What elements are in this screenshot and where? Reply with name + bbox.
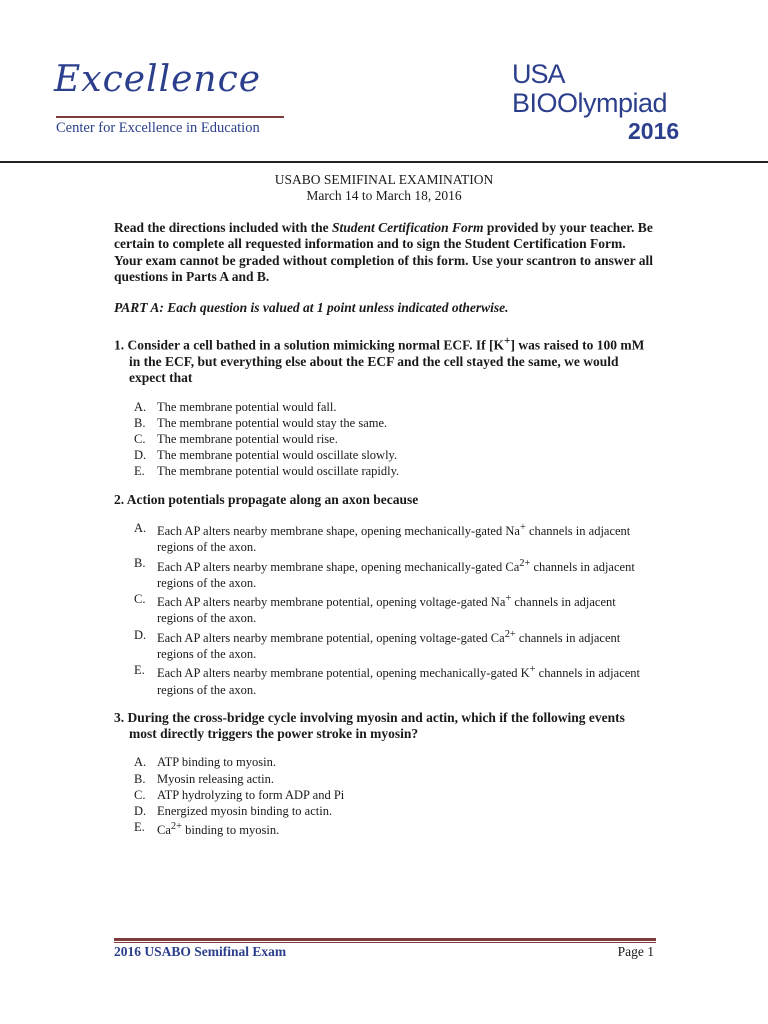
answer-option bbox=[114, 399, 654, 415]
usabo-logo-usa: USA bbox=[512, 59, 565, 89]
answer-option bbox=[114, 819, 654, 838]
answer-option-text: Energized myosin binding to actin. bbox=[157, 803, 333, 818]
answer-option-text: Each AP alters nearby membrane potential, opening voltage-gated $Ca^{2+}$ channels in adjacent regions of the axon. bbox=[157, 628, 621, 661]
answer-option-text: The membrane potential would fall. bbox=[157, 399, 337, 414]
answer-option-text: Each AP alters nearby membrane potential, opening mechanically-gated K+ channels in adjacent regions of the axon. bbox=[157, 664, 641, 697]
question-text: 2. Action potentials propagate along an axon because bbox=[114, 491, 419, 507]
answer-option-letter: A. bbox=[134, 755, 147, 770]
answer-option bbox=[114, 627, 654, 663]
excellence-logo bbox=[36, 58, 266, 136]
question-text: 3. During the cross-bridge cycle involving myosin and actin, which if the following events most directly triggers the power stroke in myosin? bbox=[114, 709, 625, 741]
answer-option bbox=[114, 415, 654, 431]
question bbox=[114, 492, 654, 698]
exam-instructions bbox=[114, 220, 654, 285]
answer-option-letter: C. bbox=[134, 592, 146, 607]
question bbox=[114, 333, 654, 479]
instructions-text-start: Read the directions included with the bbox=[114, 220, 333, 235]
answer-option bbox=[114, 555, 654, 591]
answer-option-letter: E. bbox=[134, 663, 145, 678]
answer-option bbox=[114, 463, 654, 479]
excellence-logo-underline bbox=[56, 116, 284, 118]
answer-option bbox=[114, 431, 654, 447]
answer-option-letter: B. bbox=[134, 556, 146, 571]
answer-option-text: The membrane potential would rise. bbox=[157, 431, 338, 446]
answer-option-letter: B. bbox=[134, 771, 146, 786]
instructions-text-end: provided by your teacher. Be certain to complete all requested information and to sign the Student Certification Form. Your exam cannot be graded without completion of this form. Use your scantron to answer all questions in Parts A and B. bbox=[114, 220, 653, 284]
answer-options bbox=[114, 754, 654, 838]
answer-option-letter: E. bbox=[134, 464, 145, 479]
answer-option bbox=[114, 520, 654, 556]
answer-option-letter: D. bbox=[134, 803, 147, 818]
answer-option-text: $Ca^{2+}$ binding to myosin. bbox=[157, 821, 280, 838]
answer-option-letter: D. bbox=[134, 448, 147, 463]
answer-option-letter: A. bbox=[134, 399, 147, 414]
answer-option-letter: E. bbox=[134, 820, 145, 835]
footer-page-number: Page 1 bbox=[617, 944, 654, 959]
footer-divider bbox=[114, 938, 656, 941]
answer-option bbox=[114, 754, 654, 770]
exam-date-line: March 14 to March 18, 2016 bbox=[306, 188, 462, 203]
answer-option-text: Myosin releasing actin. bbox=[157, 771, 274, 786]
answer-option-letter: D. bbox=[134, 627, 147, 642]
usabo-logo-year: 2016 bbox=[628, 118, 680, 144]
answer-option-text: ATP binding to myosin. bbox=[157, 755, 276, 770]
answer-option-text: The membrane potential would oscillate rapidly. bbox=[157, 464, 400, 479]
answer-option-text: ATP hydrolyzing to form ADP and Pi bbox=[157, 787, 345, 802]
answer-option bbox=[114, 447, 654, 463]
footer-exam-name: 2016 USABO Semifinal Exam bbox=[114, 944, 287, 959]
answer-option-letter: C. bbox=[134, 787, 146, 802]
excellence-logo-wordmark: Excellence bbox=[54, 59, 262, 100]
answer-option-text: Each AP alters nearby membrane shape, opening mechanically-gated Na+ channels in adjacent regions of the axon. bbox=[157, 521, 631, 555]
answer-option bbox=[114, 591, 654, 627]
answer-option-letter: B. bbox=[134, 415, 146, 430]
usabo-logo-biolympiad: BIOOlympiad bbox=[512, 88, 668, 118]
instructions-form-name: Student Certification Form bbox=[332, 220, 484, 235]
page-header bbox=[0, 0, 768, 165]
answer-options bbox=[114, 399, 654, 480]
answer-option-text: Each AP alters nearby membrane shape, opening mechanically-gated $Ca^{2+}$ channels in adjacent regions of the axon. bbox=[157, 557, 635, 590]
usabo-logo bbox=[512, 60, 702, 150]
answer-option bbox=[114, 787, 654, 803]
answer-option bbox=[114, 803, 654, 819]
answer-option bbox=[114, 771, 654, 787]
answer-option-text: Each AP alters nearby membrane potential, opening voltage-gated Na+ channels in adjacent regions of the axon. bbox=[157, 593, 616, 626]
question-text: 1. Consider a cell bathed in a solution mimicking normal ECF. If [K+] was raised to 100 mM in the ECF, but everything else about the ECF and the cell stayed the same, we would expect that bbox=[114, 335, 645, 386]
answer-option-letter: C. bbox=[134, 431, 146, 446]
answer-options bbox=[114, 520, 654, 698]
exam-content bbox=[114, 220, 654, 838]
excellence-logo-tagline: Center for Excellence in Education bbox=[56, 120, 260, 136]
part-a-heading: PART A: Each question is valued at 1 point unless indicated otherwise. bbox=[114, 300, 509, 316]
answer-option-text: The membrane potential would oscillate slowly. bbox=[157, 448, 398, 463]
exam-title-line: USABO SEMIFINAL EXAMINATION bbox=[274, 172, 494, 187]
answer-option-text: The membrane potential would stay the same. bbox=[157, 415, 388, 430]
header-divider bbox=[0, 161, 768, 163]
answer-option bbox=[114, 662, 654, 698]
question bbox=[114, 710, 654, 839]
answer-option-letter: A. bbox=[134, 520, 147, 535]
exam-title bbox=[0, 172, 768, 204]
